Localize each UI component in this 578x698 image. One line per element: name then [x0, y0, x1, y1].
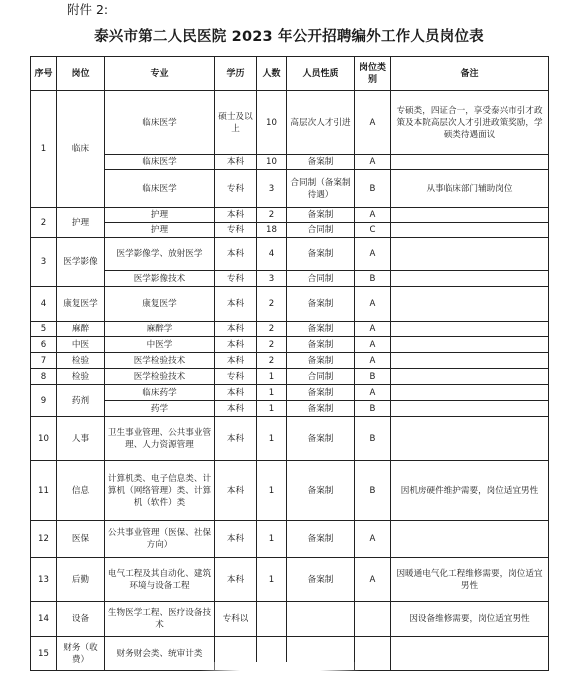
cell-note	[391, 401, 549, 417]
cell-category: B	[355, 401, 391, 417]
cell-category: A	[355, 287, 391, 322]
header-post: 岗位	[57, 57, 105, 91]
cell-no: 7	[31, 353, 57, 369]
cell-nature: 备案制	[287, 558, 355, 602]
table-row	[31, 369, 549, 385]
cell-no: 5	[31, 322, 57, 337]
cell-education: 本科	[215, 385, 257, 401]
cell-major: 卫生事业管理、公共事业管理、人力资源管理	[105, 417, 215, 461]
cell-count: 2	[257, 287, 287, 322]
cell-note	[391, 417, 549, 461]
cell-note	[391, 271, 549, 287]
table-row	[31, 401, 549, 417]
cell-nature: 合同制	[287, 369, 355, 385]
cell-nature: 备案制	[287, 238, 355, 271]
cell-nature: 备案制	[287, 401, 355, 417]
cell-education: 专科	[215, 271, 257, 287]
cell-no: 2	[31, 208, 57, 238]
table-row	[31, 91, 549, 155]
cell-nature: 备案制	[287, 287, 355, 322]
cell-nature: 备案制	[287, 521, 355, 558]
cell-category: A	[355, 322, 391, 337]
cell-category: A	[355, 91, 391, 155]
cell-education: 本科	[215, 238, 257, 271]
cell-category: A	[355, 337, 391, 353]
cell-major: 临床医学	[105, 91, 215, 155]
cell-count: 2	[257, 337, 287, 353]
cell-category: A	[355, 238, 391, 271]
cell-major: 中医学	[105, 337, 215, 353]
header-category: 岗位类别	[355, 57, 391, 91]
table-row	[31, 521, 549, 558]
cell-post: 检验	[57, 353, 105, 369]
cell-count: 1	[257, 521, 287, 558]
cell-nature	[287, 602, 355, 637]
cell-category: A	[355, 558, 391, 602]
cell-no: 11	[31, 461, 57, 521]
header-row	[31, 57, 549, 91]
cell-count: 1	[257, 417, 287, 461]
table-row	[31, 223, 549, 238]
page-title: 泰兴市第二人民医院 2023 年公开招聘编外工作人员岗位表	[94, 29, 484, 45]
table-row	[31, 208, 549, 223]
cell-note	[391, 521, 549, 558]
cell-count: 3	[257, 271, 287, 287]
cell-education: 本科	[215, 521, 257, 558]
cell-category: A	[355, 208, 391, 223]
cell-no: 1	[31, 91, 57, 208]
cell-count: 2	[257, 353, 287, 369]
cell-count: 3	[257, 170, 287, 208]
cell-note	[391, 353, 549, 369]
cell-major: 生物医学工程、医疗设备技术	[105, 602, 215, 637]
table-row	[31, 322, 549, 337]
table-row	[31, 155, 549, 170]
cell-category	[355, 602, 391, 637]
table-row	[31, 385, 549, 401]
table-row	[31, 271, 549, 287]
cell-category: A	[355, 353, 391, 369]
cell-nature: 备案制	[287, 337, 355, 353]
blur-overlay	[200, 662, 360, 696]
cell-category: B	[355, 417, 391, 461]
cell-nature: 合同制	[287, 223, 355, 238]
cell-no: 8	[31, 369, 57, 385]
cell-major: 康复医学	[105, 287, 215, 322]
cell-no: 12	[31, 521, 57, 558]
cell-post: 检验	[57, 369, 105, 385]
cell-no: 3	[31, 238, 57, 287]
cell-major: 财务财会类、统审计类	[105, 637, 215, 671]
cell-major: 医学影像技术	[105, 271, 215, 287]
cell-count: 2	[257, 322, 287, 337]
cell-major: 公共事业管理（医保、社保方向）	[105, 521, 215, 558]
cell-category: B	[355, 271, 391, 287]
cell-post: 临床	[57, 91, 105, 208]
cell-count: 1	[257, 461, 287, 521]
cell-no: 14	[31, 602, 57, 637]
cell-education: 专科	[215, 170, 257, 208]
table-row	[31, 238, 549, 271]
cell-post: 人事	[57, 417, 105, 461]
cell-education: 本科	[215, 401, 257, 417]
cell-count	[257, 602, 287, 637]
cell-major: 药学	[105, 401, 215, 417]
cell-post: 信息	[57, 461, 105, 521]
table-row	[31, 602, 549, 637]
header-note: 备注	[391, 57, 549, 91]
cell-post: 后勤	[57, 558, 105, 602]
cell-no: 4	[31, 287, 57, 322]
cell-education: 本科	[215, 155, 257, 170]
cell-education: 专科以	[215, 602, 257, 637]
cell-major: 护理	[105, 223, 215, 238]
cell-post: 医保	[57, 521, 105, 558]
header-education: 学历	[215, 57, 257, 91]
cell-category: B	[355, 170, 391, 208]
cell-education: 本科	[215, 417, 257, 461]
cell-post: 设备	[57, 602, 105, 637]
cell-education: 本科	[215, 208, 257, 223]
cell-nature: 合同制（备案制待遇）	[287, 170, 355, 208]
cell-nature: 高层次人才引进	[287, 91, 355, 155]
cell-major: 临床药学	[105, 385, 215, 401]
cell-post: 康复医学	[57, 287, 105, 322]
table-row	[31, 337, 549, 353]
cell-count: 1	[257, 401, 287, 417]
cell-count: 1	[257, 369, 287, 385]
cell-count: 10	[257, 91, 287, 155]
cell-count: 10	[257, 155, 287, 170]
cell-note	[391, 385, 549, 401]
cell-post: 医学影像	[57, 238, 105, 287]
cell-education: 本科	[215, 558, 257, 602]
cell-category: A	[355, 385, 391, 401]
cell-nature: 合同制	[287, 271, 355, 287]
cell-major: 医学检验技术	[105, 369, 215, 385]
cell-note	[391, 223, 549, 238]
cell-category: A	[355, 155, 391, 170]
cell-note	[391, 637, 549, 671]
cell-count: 1	[257, 558, 287, 602]
cell-nature: 备案制	[287, 353, 355, 369]
table-row	[31, 461, 549, 521]
cell-category: B	[355, 369, 391, 385]
cell-note: 从事临床部门辅助岗位	[391, 170, 549, 208]
cell-count: 4	[257, 238, 287, 271]
cell-no: 6	[31, 337, 57, 353]
cell-note: 因设备维修需要，岗位适宜男性	[391, 602, 549, 637]
cell-major: 护理	[105, 208, 215, 223]
header-count: 人数	[257, 57, 287, 91]
cell-education: 专科	[215, 223, 257, 238]
cell-note	[391, 155, 549, 170]
cell-note	[391, 287, 549, 322]
annex-label: 附件 2:	[67, 2, 109, 17]
cell-category: C	[355, 223, 391, 238]
header-major: 专业	[105, 57, 215, 91]
header-no: 序号	[31, 57, 57, 91]
cell-no: 9	[31, 385, 57, 417]
cell-note	[391, 208, 549, 223]
cell-post: 药剂	[57, 385, 105, 417]
cell-major: 电气工程及其自动化、建筑环境与设备工程	[105, 558, 215, 602]
cell-major: 医学影像学、放射医学	[105, 238, 215, 271]
table-row	[31, 287, 549, 322]
cell-major: 临床医学	[105, 155, 215, 170]
cell-count: 18	[257, 223, 287, 238]
cell-category: A	[355, 521, 391, 558]
cell-note	[391, 369, 549, 385]
cell-post: 护理	[57, 208, 105, 238]
cell-education: 本科	[215, 337, 257, 353]
cell-education: 本科	[215, 461, 257, 521]
cell-major: 麻醉学	[105, 322, 215, 337]
cell-education: 本科	[215, 353, 257, 369]
cell-note	[391, 337, 549, 353]
cell-major: 计算机类、电子信息类、计算机（网络管理）类、计算机（软件）类	[105, 461, 215, 521]
cell-major: 临床医学	[105, 170, 215, 208]
cell-no: 10	[31, 417, 57, 461]
cell-education: 硕士及以上	[215, 91, 257, 155]
cell-note: 因暖通电气化工程维修需要，岗位适宜男性	[391, 558, 549, 602]
cell-no: 15	[31, 637, 57, 671]
cell-category: B	[355, 461, 391, 521]
cell-nature: 备案制	[287, 322, 355, 337]
cell-post: 中医	[57, 337, 105, 353]
table-row	[31, 558, 549, 602]
cell-note: 专硕类，四证合一，享受泰兴市引才政策及本院高层次人才引进政策奖励，学硕类待遇面议	[391, 91, 549, 155]
cell-nature: 备案制	[287, 208, 355, 223]
cell-post: 麻醉	[57, 322, 105, 337]
cell-no: 13	[31, 558, 57, 602]
table-row	[31, 417, 549, 461]
cell-post: 财务（收费）	[57, 637, 105, 671]
cell-nature: 备案制	[287, 155, 355, 170]
cell-education: 本科	[215, 287, 257, 322]
cell-note	[391, 322, 549, 337]
positions-table	[30, 56, 549, 671]
cell-nature: 备案制	[287, 417, 355, 461]
cell-education: 本科	[215, 322, 257, 337]
cell-note	[391, 238, 549, 271]
cell-nature: 备案制	[287, 385, 355, 401]
header-nature: 人员性质	[287, 57, 355, 91]
table-row	[31, 353, 549, 369]
cell-education: 专科	[215, 369, 257, 385]
cell-count: 2	[257, 208, 287, 223]
table-row	[31, 170, 549, 208]
cell-count: 1	[257, 385, 287, 401]
cell-major: 医学检验技术	[105, 353, 215, 369]
cell-nature: 备案制	[287, 461, 355, 521]
cell-note: 因机房硬件维护需要，岗位适宜男性	[391, 461, 549, 521]
